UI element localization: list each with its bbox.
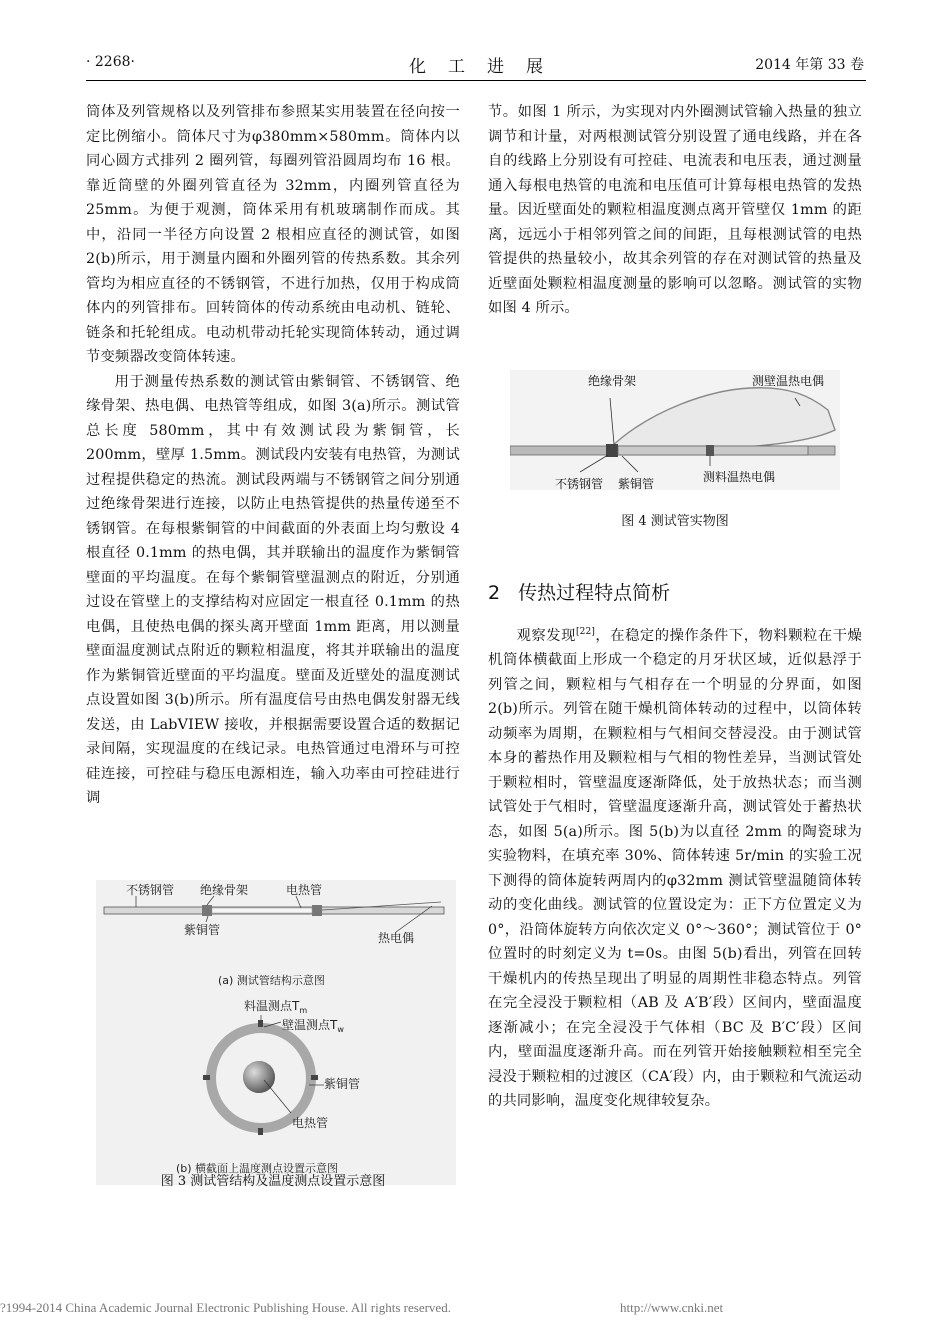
section-title: 传热过程特点简析 bbox=[518, 582, 671, 604]
fig3b-label-particle-point: 料温测点$T_m$ bbox=[244, 999, 308, 1015]
page-number: · 2268· bbox=[86, 54, 135, 70]
reference-22: [22] bbox=[575, 627, 596, 637]
fig3b-label-wall-point: 壁温测点$T_w$ bbox=[282, 1018, 344, 1034]
journal-title: 化工进展 bbox=[409, 57, 565, 77]
fig4-label-steel: 不锈钢管 bbox=[555, 477, 604, 491]
para-start: 观察发现 bbox=[516, 627, 576, 644]
fig3b-label-heater: 电热管 bbox=[292, 1116, 329, 1130]
issue-info: 2014 年第 33 卷 bbox=[755, 57, 864, 73]
section-2-body bbox=[488, 620, 862, 1114]
right-paragraph-1: 节。如图 1 所示，为实现对内外圈测试管输入热量的独立调节和计量，对两根测试管分别设置了通电线路，并在各自的线路上分别设有可控硅、电流表和电压表，通过测量通入每根电热管的电流和电压值可计算每根电热管的发热量。因近壁面处的颗粒相温度测点离开管壁仅 1mm 的距离，远远小于相邻列管之间的间距，且每根测试管的电热管提供的热量较小，故其余列管的存在对测试管的热量及近壁面处颗粒相温度测量的影响可以忽略。测试管的实物如图 4 所示。 bbox=[488, 104, 862, 316]
fig3a-caption: (a) 测试管结构示意图 bbox=[218, 974, 325, 987]
para-rest: ，在稳定的操作条件下，物料颗粒在干燥机筒体横截面上形成一个稳定的月牙状区域，近似悬浮于列管之间，颗粒相与气相存在一个明显的分界面，如图 2(b)所示。列管在随干燥机筒体转动的过程中，以筒体转动频率为周期，在颗粒相与气相间交替浸没。由于测试管本身的蓄热作用及颗粒相与气相的物性差异，当测试管处于颗粒相时，管壁温度逐渐降低，处于放热状态；而当测试管处于气相时，管壁温度逐渐升高，测试管处于蓄热状态，如图 5(a)所示。图 5(b)为以直径 2mm 的陶瓷球为实验物料，在填充率 30%、筒体转速 5r/min 的实验工况下测得的筒体旋转两周内的φ32mm 测试管壁温随筒体转动的变化曲线。测试管的位置设定为：正下方位置定义为 0°，沿筒体旋转方向依次定义 0°～360°；测试管位于 0°位置时的时刻定义为 t=0s。由图 5(b)看出，列管在回转干燥机内的传热呈现出了明显的周期性非稳态特点。列管在完全浸没于颗粒相（AB 及 A′B′段）区间内，壁面温度逐渐减小；在完全浸没于气体相（BC 及 B′C′段）区间内，壁面温度逐渐升高。而在列管开始接触颗粒相至完全浸没于颗粒相的过渡区（CA′段）内，由于颗粒和气流运动的共同影响，温度变化规律较复杂。 bbox=[488, 627, 862, 1110]
fig3a-label-insulation: 绝缘骨架 bbox=[200, 883, 249, 897]
fig3a-label-heater: 电热管 bbox=[286, 883, 323, 897]
figure-4-caption: 图 4 测试管实物图 bbox=[621, 514, 729, 529]
left-column bbox=[86, 100, 460, 811]
page-header bbox=[86, 50, 866, 81]
fig4-label-wall-thermocouple: 测壁温热电偶 bbox=[752, 374, 825, 388]
right-column bbox=[488, 100, 862, 321]
left-paragraph-1: 筒体及列管规格以及列管排布参照某实用装置在径向按一定比例缩小。筒体尺寸为φ380mm×580mm。筒体内以同心圆方式排列 2 圈列管，每圈列管沿圆周均布 16 根。靠近筒壁的外圈列管直径为 32mm，内圈列管直径为 25mm。为便于观测，筒体采用有机玻璃制作而成。其中，沿同一半径方向设置 2 根相应直径的测试管，如图 2(b)所示，用于测量内圈和外圈列管的传热系数。其余列管均为相应直径的不锈钢管，不进行加热，仅用于构成筒体内的列管排布。回转筒体的传动系统由电动机、链轮、链条和托轮组成。电动机带动托轮实现筒体转动，通过调节变频器改变筒体转速。 bbox=[86, 104, 460, 365]
figure-3-caption: 图 3 测试管结构及温度测点设置示意图 bbox=[160, 1174, 386, 1189]
fig4-label-copper: 紫铜管 bbox=[618, 477, 655, 491]
figure-3-diagram bbox=[96, 880, 456, 1185]
cnki-link[interactable]: http://www.cnki.net bbox=[620, 1300, 724, 1315]
left-paragraph-2: 用于测量传热系数的测试管由紫铜管、不锈钢管、绝缘骨架、热电偶、电热管等组成，如图 3(a)所示。测试管总长度 580mm，其中有效测试段为紫铜管，长 200mm，壁厚 1.5mm。测试段内安装有电热管，为测试过程提供稳定的热流。测试段两端与不锈钢管之间分别通过绝缘骨架进行连接，以防止电热管提供的热量传递至不锈钢管。在每根紫铜管的中间截面的外表面上均匀敷设 4 根直径 0.1mm 的热电偶，其并联输出的温度作为紫铜管壁面的平均温度。在每个紫铜管壁温测点的附近，分别通过设在管壁上的支撑结构对应固定一根直径 0.1mm 的热电偶，且使热电偶的探头离开壁面 1mm 距离，用以测量壁面温度测试点附近的颗粒相温度，将其并联输出的温度作为紫铜管近壁面的平均温度。壁面及近壁处的温度测试点设置如图 3(b)所示。所有温度信号由热电偶发射器无线发送，由 LabVIEW 接收，并根据需要设置合适的数据记录间隔，实现温度的在线记录。电热管通过电滑环与可控硅连接，可控硅与稳压电源相连，输入功率由可控硅进行调 bbox=[86, 373, 460, 806]
fig4-label-particle-thermocouple: 测料温热电偶 bbox=[703, 470, 776, 484]
fig3a-label-copper: 紫铜管 bbox=[184, 923, 221, 937]
fig3a-label-steel: 不锈钢管 bbox=[126, 883, 175, 897]
fig3b-label-copper: 紫铜管 bbox=[324, 1077, 361, 1091]
copyright-notice: ?1994-2014 China Academic Journal Electronic Publishing House. All rights reserved. bbox=[0, 1300, 451, 1315]
fig3a-label-thermocouple: 热电偶 bbox=[378, 931, 415, 945]
fig3b-caption: (b) 横截面上温度测点设置示意图 bbox=[176, 1162, 339, 1175]
fig4-label-insulation: 绝缘骨架 bbox=[588, 374, 637, 388]
section-number: 2 bbox=[488, 582, 501, 604]
section-heading bbox=[488, 578, 688, 605]
section-2-paragraph bbox=[488, 620, 862, 1114]
